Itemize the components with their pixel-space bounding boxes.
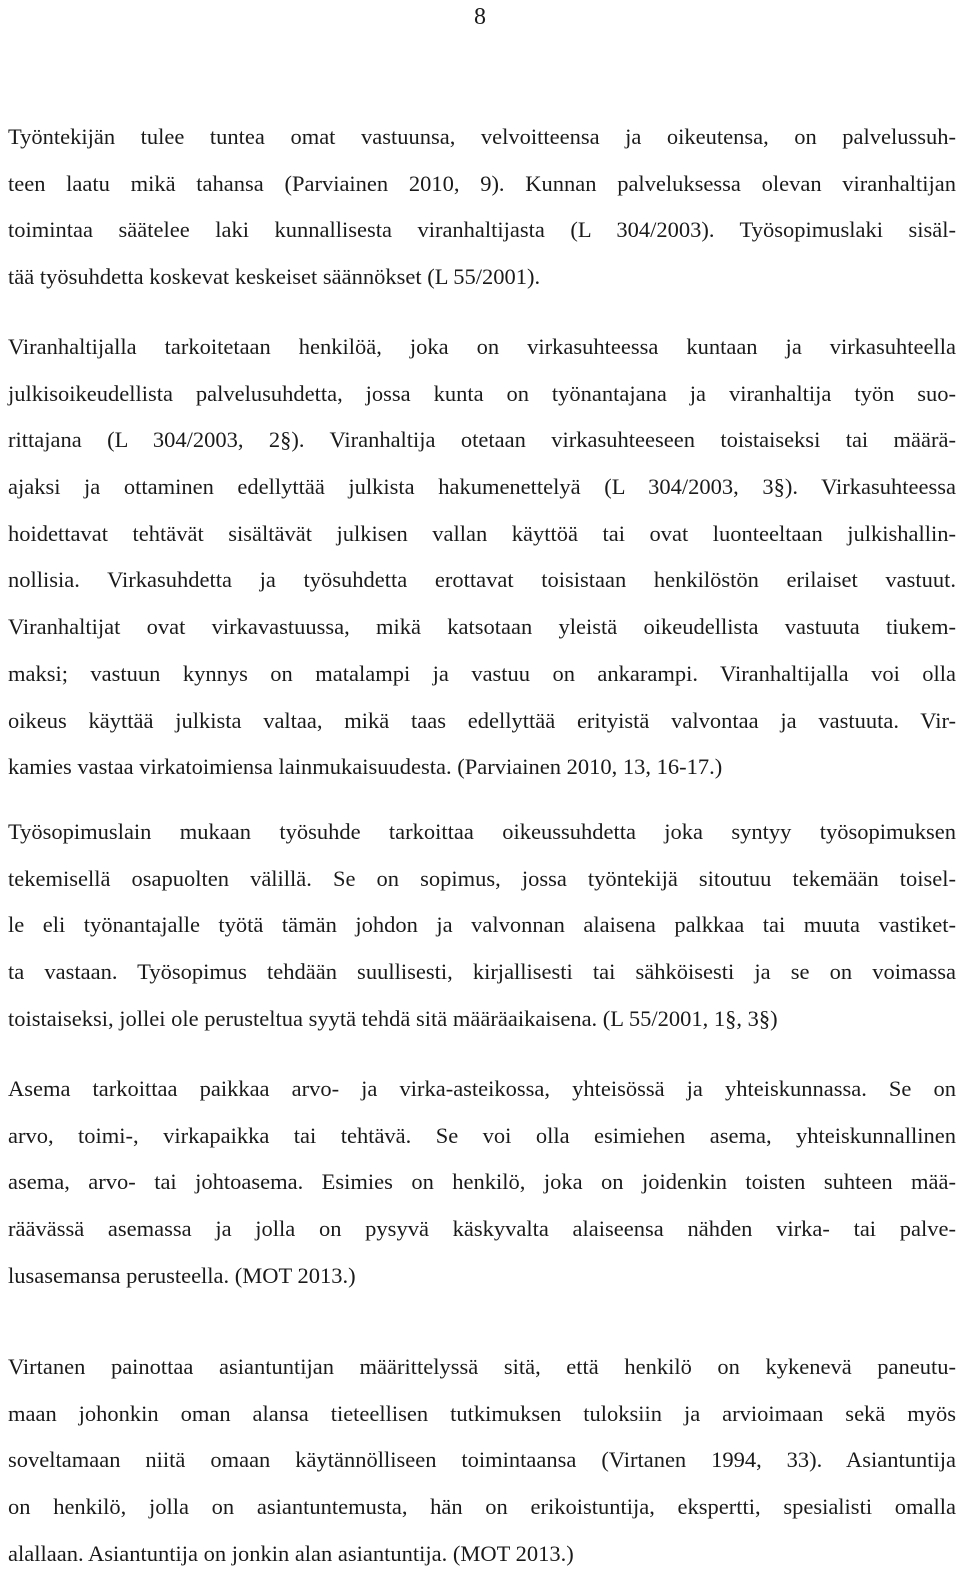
paragraph-employment-contract: [8, 809, 956, 1042]
text-line: lusasemansa perusteella. (MOT 2013.): [8, 1262, 356, 1288]
paragraph-expert: [8, 1344, 956, 1577]
text-line: maksi; vastuun kynnys on matalampi ja vastuu on ankarampi. Viranhaltijalla voi olla: [8, 660, 956, 686]
text-line: tää työsuhdetta koskevat keskeiset säännökset (L 55/2001).: [8, 264, 541, 290]
text-line: arvo, toimi-, virkapaikka tai tehtävä. Se voi olla esimiehen asema, yhteiskunnallinen: [8, 1122, 956, 1148]
text-line: hoidettavat tehtävät sisältävät julkisen vallan käyttöä tai ovat luonteeltaan julkishallin-: [8, 520, 956, 546]
text-line: Virtanen painottaa asiantuntijan määrittelyssä sitä, että henkilö on kykenevä paneutu-: [8, 1354, 956, 1379]
paragraph-office-holder: [8, 324, 956, 791]
text-line: ajaksi ja ottaminen edellyttää julkista hakumenettelyä (L 304/2003, 3§). Virkasuhteessa: [8, 474, 956, 500]
text-line: kamies vastaa virkatoimiensa lainmukaisuudesta. (Parviainen 2010, 13, 16-17.): [8, 754, 723, 780]
paragraph-employee-rights: [8, 114, 956, 301]
text-line: rittajana (L 304/2003, 2§). Viranhaltija otetaan virkasuhteeseen toistaiseksi tai määrä-: [8, 427, 956, 453]
text-line: nollisia. Virkasuhdetta ja työsuhdetta erottavat toisistaan henkilöstön erilaiset vastuut.: [8, 567, 956, 593]
text-line: räävässä asemassa ja jolla on pysyvä käskyvalta alaiseensa nähden virka- tai palve-: [8, 1216, 956, 1242]
text-line: Viranhaltijat ovat virkavastuussa, mikä katsotaan yleistä oikeudellista vastuuta tiukem-: [8, 614, 956, 640]
text-line: alallaan. Asiantuntija on jonkin alan asiantuntija. (MOT 2013.): [8, 1540, 574, 1566]
text-line: julkisoikeudellista palvelusuhdetta, jossa kunta on työnantajana ja viranhaltija työn suo-: [8, 380, 956, 406]
paragraph-position: [8, 1066, 956, 1299]
text-line: Työntekijän tulee tuntea omat vastuunsa, velvoitteensa ja oikeutensa, on palvelussuh-: [8, 124, 956, 149]
text-line: on henkilö, jolla on asiantuntemusta, hän on erikoistuntija, ekspertti, spesialisti omalla: [8, 1494, 956, 1520]
text-line: le eli työnantajalle työtä tämän johdon ja valvonnan alaisena palkkaa tai muuta vastiket-: [8, 912, 956, 938]
text-line: teen laatu mikä tahansa (Parviainen 2010, 9). Kunnan palveluksessa olevan viranhaltijan: [8, 170, 956, 196]
text-line: oikeus käyttää julkista valtaa, mikä taas edellyttää erityistä valvontaa ja vastuuta. Vir-: [8, 707, 956, 733]
text-line: soveltamaan niitä omaan käytännölliseen toimintaansa (Virtanen 1994, 33). Asiantuntija: [8, 1447, 956, 1473]
text-line: asema, arvo- tai johtoasema. Esimies on henkilö, joka on joidenkin toisten suhteen mää-: [8, 1169, 956, 1195]
text-line: toimintaa säätelee laki kunnallisesta viranhaltijasta (L 304/2003). Työsopimuslaki sisäl-: [8, 217, 956, 243]
text-line: ta vastaan. Työsopimus tehdään suullisesti, kirjallisesti tai sähköisesti ja se on voimassa: [8, 959, 956, 985]
text-line: Työsopimuslain mukaan työsuhde tarkoittaa oikeussuhdetta joka syntyy työsopimuksen: [8, 819, 956, 844]
text-line: tekemisellä osapuolten välillä. Se on sopimus, jossa työntekijä sitoutuu tekemään toisel-: [8, 865, 956, 891]
text-line: toistaiseksi, jollei ole perusteltua syytä tehdä sitä määräaikaisena. (L 55/2001, 1§, 3§): [8, 1005, 778, 1031]
text-line: Asema tarkoittaa paikkaa arvo- ja virka-asteikossa, yhteisössä ja yhteiskunnassa. Se on: [8, 1076, 956, 1101]
text-line: Viranhaltijalla tarkoitetaan henkilöä, joka on virkasuhteessa kuntaan ja virkasuhteella: [8, 334, 956, 359]
text-line: maan johonkin oman alansa tieteellisen tutkimuksen tuloksiin ja arvioimaan sekä myös: [8, 1400, 956, 1426]
page-number: 8: [474, 4, 486, 30]
